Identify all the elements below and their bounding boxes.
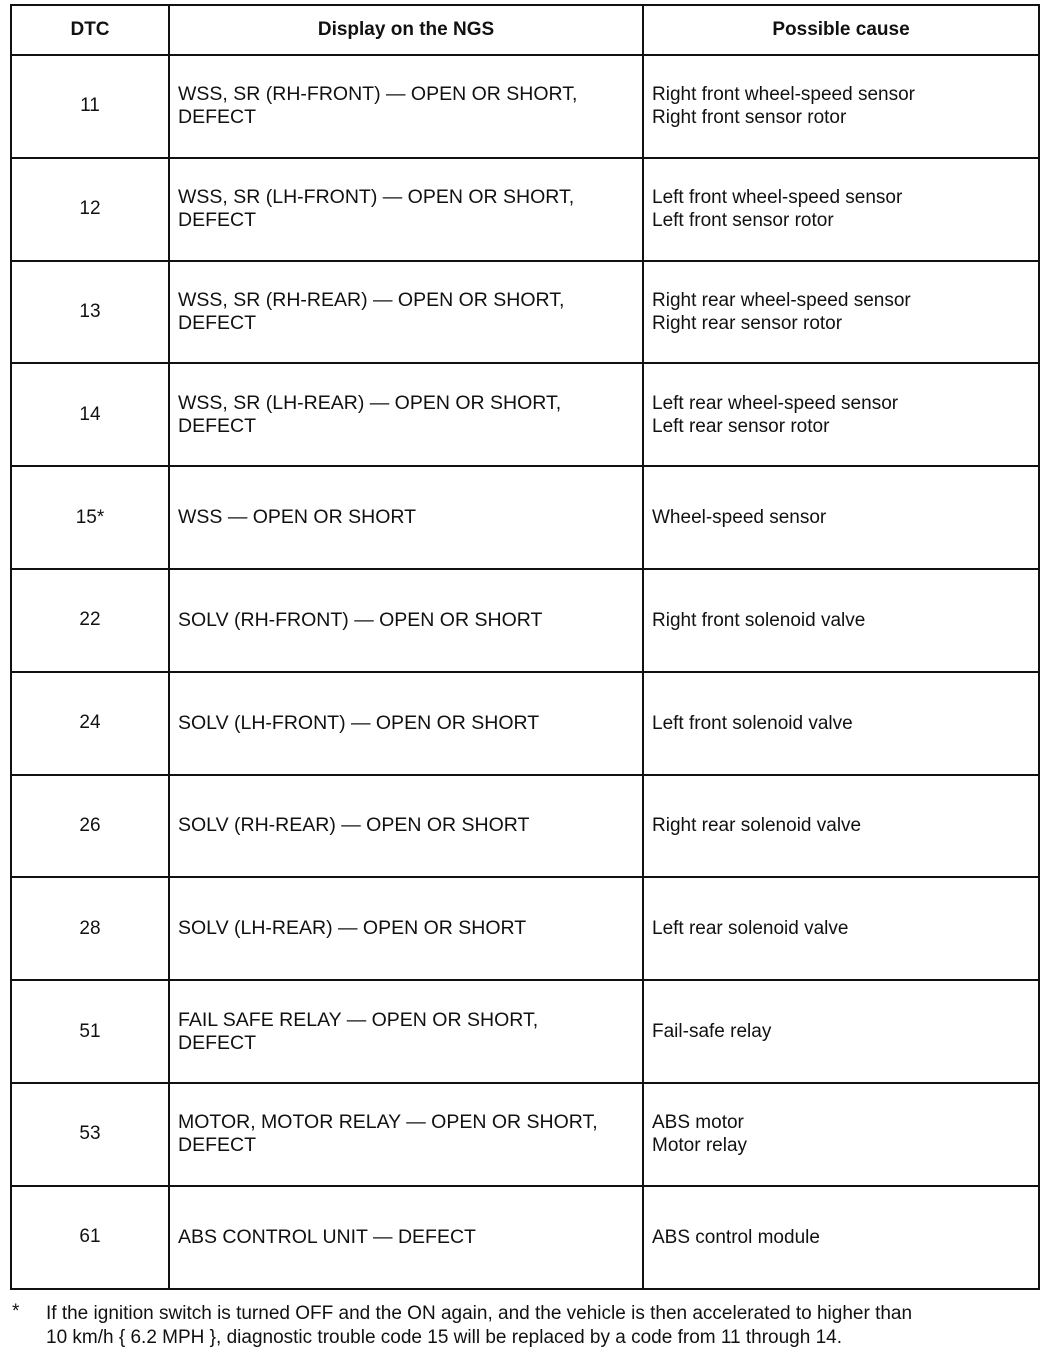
possible-cause-cell [643, 1186, 1039, 1289]
possible-cause-cell [643, 466, 1039, 569]
ngs-display-cell [169, 158, 643, 261]
ngs-display-line: DEFECT [178, 106, 256, 129]
ngs-display-cell [169, 1186, 643, 1289]
dtc-code: 11 [11, 55, 169, 158]
dtc-code: 14 [11, 363, 169, 466]
ngs-display-cell [169, 775, 643, 878]
possible-cause-line: Right front sensor rotor [652, 107, 847, 129]
table-row [11, 158, 1039, 261]
ngs-display-line: DEFECT [178, 209, 256, 232]
ngs-display-line: DEFECT [178, 1134, 256, 1157]
possible-cause-line: Fail-safe relay [652, 1021, 772, 1043]
dtc-code: 24 [11, 672, 169, 775]
table-row [11, 775, 1039, 878]
table-row [11, 363, 1039, 466]
possible-cause-cell [643, 672, 1039, 775]
possible-cause-line: Right front wheel-speed sensor [652, 84, 915, 106]
possible-cause-line: ABS control module [652, 1226, 820, 1248]
ngs-display-cell [169, 672, 643, 775]
table-row [11, 55, 1039, 158]
table-row [11, 672, 1039, 775]
ngs-display-cell [169, 466, 643, 569]
possible-cause-line: Left front sensor rotor [652, 210, 834, 232]
dtc-code: 53 [11, 1083, 169, 1186]
possible-cause-line: Motor relay [652, 1135, 748, 1157]
possible-cause-line: Right front solenoid valve [652, 609, 866, 631]
table-row [11, 569, 1039, 672]
dtc-code: 51 [11, 980, 169, 1083]
header-display: Display on the NGS [169, 5, 643, 55]
dtc-code: 61 [11, 1186, 169, 1289]
ngs-display-line: ABS CONTROL UNIT — DEFECT [178, 1225, 476, 1248]
table-row [11, 1083, 1039, 1186]
dtc-table [10, 4, 1040, 1290]
table-row [11, 261, 1039, 364]
possible-cause-cell [643, 877, 1039, 980]
possible-cause-line: Left rear sensor rotor [652, 415, 830, 437]
dtc-code: 26 [11, 775, 169, 878]
possible-cause-cell [643, 261, 1039, 364]
possible-cause-line: Right rear wheel-speed sensor [652, 289, 911, 311]
ngs-display-line: WSS, SR (LH-FRONT) — OPEN OR SHORT, [178, 186, 575, 209]
possible-cause-cell [643, 363, 1039, 466]
possible-cause-cell [643, 569, 1039, 672]
header-dtc: DTC [11, 5, 169, 55]
footnote-line: If the ignition switch is turned OFF and the ON again, and the vehicle is then accelerated to higher than [46, 1303, 913, 1324]
ngs-display-line: FAIL SAFE RELAY — OPEN OR SHORT, [178, 1008, 539, 1031]
dtc-code: 13 [11, 261, 169, 364]
ngs-display-cell [169, 363, 643, 466]
possible-cause-cell [643, 158, 1039, 261]
table-row [11, 877, 1039, 980]
ngs-display-cell [169, 877, 643, 980]
ngs-display-cell [169, 55, 643, 158]
table-row [11, 1186, 1039, 1289]
dtc-code: 15* [11, 466, 169, 569]
dtc-code: 28 [11, 877, 169, 980]
possible-cause-cell [643, 980, 1039, 1083]
possible-cause-line: Left rear wheel-speed sensor [652, 392, 899, 414]
possible-cause-cell [643, 1083, 1039, 1186]
ngs-display-cell [169, 569, 643, 672]
table-header-row [11, 5, 1039, 55]
possible-cause-line: ABS motor [652, 1112, 744, 1134]
footnote [10, 1302, 1040, 1350]
header-cause: Possible cause [643, 5, 1039, 55]
ngs-display-line: SOLV (RH-REAR) — OPEN OR SHORT [178, 814, 530, 837]
ngs-display-line: SOLV (LH-REAR) — OPEN OR SHORT [178, 917, 527, 940]
ngs-display-line: DEFECT [178, 311, 256, 334]
ngs-display-line: WSS, SR (LH-REAR) — OPEN OR SHORT, [178, 391, 562, 414]
ngs-display-line: SOLV (RH-FRONT) — OPEN OR SHORT [178, 608, 543, 631]
ngs-display-line: WSS, SR (RH-FRONT) — OPEN OR SHORT, [178, 83, 578, 106]
ngs-display-line: SOLV (LH-FRONT) — OPEN OR SHORT [178, 711, 540, 734]
ngs-display-line: DEFECT [178, 1031, 256, 1054]
possible-cause-cell [643, 55, 1039, 158]
table-body [11, 55, 1039, 1289]
footnote-mark: * [12, 1301, 20, 1322]
ngs-display-line: MOTOR, MOTOR RELAY — OPEN OR SHORT, [178, 1111, 598, 1134]
footnote-line: 10 km/h { 6.2 MPH }, diagnostic trouble code 15 will be replaced by a code from 11 through 14. [46, 1327, 843, 1348]
ngs-display-cell [169, 980, 643, 1083]
possible-cause-line: Left front wheel-speed sensor [652, 187, 903, 209]
ngs-display-line: DEFECT [178, 414, 256, 437]
table-row [11, 466, 1039, 569]
dtc-code: 12 [11, 158, 169, 261]
possible-cause-cell [643, 775, 1039, 878]
table-row [11, 980, 1039, 1083]
possible-cause-line: Wheel-speed sensor [652, 507, 827, 529]
possible-cause-line: Left rear solenoid valve [652, 918, 849, 940]
footnote-text [46, 1302, 1040, 1350]
ngs-display-line: WSS, SR (RH-REAR) — OPEN OR SHORT, [178, 288, 565, 311]
possible-cause-line: Right rear sensor rotor [652, 312, 843, 334]
possible-cause-line: Right rear solenoid valve [652, 815, 862, 837]
dtc-code: 22 [11, 569, 169, 672]
ngs-display-line: WSS — OPEN OR SHORT [178, 506, 416, 529]
ngs-display-cell [169, 261, 643, 364]
ngs-display-cell [169, 1083, 643, 1186]
possible-cause-line: Left front solenoid valve [652, 712, 853, 734]
